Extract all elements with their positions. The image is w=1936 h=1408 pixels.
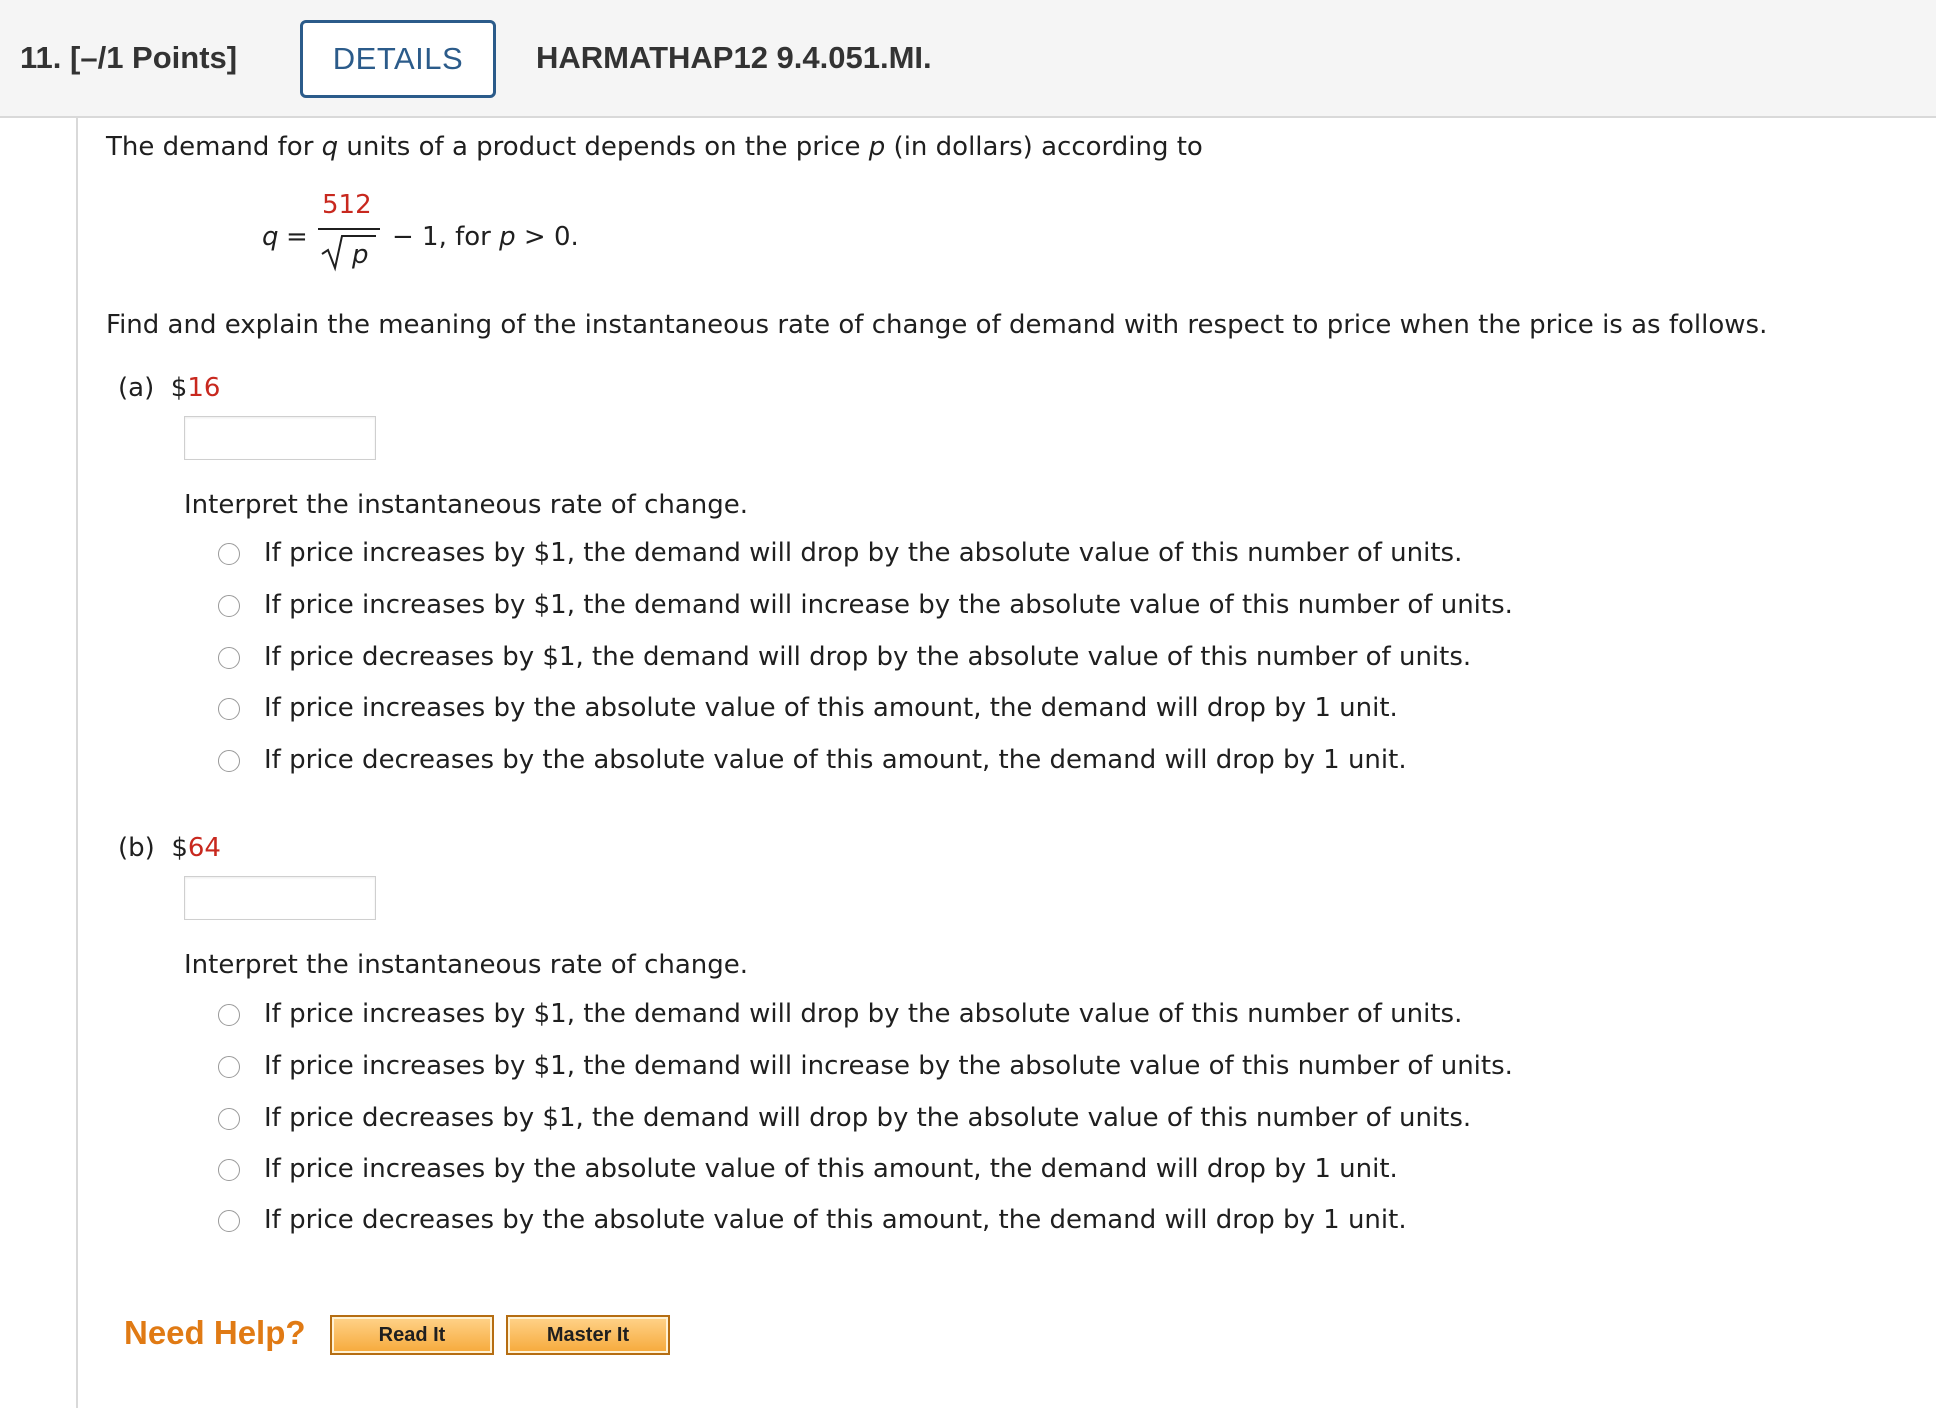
- part-a-option-5-label[interactable]: If price decreases by the absolute value of this amount, the demand will drop by 1 unit.: [264, 745, 1407, 775]
- part-b-option-3-radio[interactable]: [218, 1108, 240, 1130]
- part-a-option-1-label[interactable]: If price increases by $1, the demand will drop by the absolute value of this number of units.: [264, 538, 1463, 568]
- part-b-option-2-label[interactable]: If price increases by $1, the demand will increase by the absolute value of this number of units.: [264, 1051, 1513, 1081]
- intro-text-2: units of a product depends on the price: [338, 132, 869, 162]
- instruction-text: Find and explain the meaning of the instantaneous rate of change of demand with respect to price when the price is as follows.: [106, 310, 1768, 340]
- intro-var-q: q: [321, 132, 339, 162]
- question-number: 11.: [20, 40, 62, 75]
- part-b-interpret-label: Interpret the instantaneous rate of change.: [184, 950, 749, 980]
- part-b-option-4-label[interactable]: If price increases by the absolute value of this amount, the demand will drop by 1 unit.: [264, 1154, 1398, 1184]
- intro-text-3: (in dollars) according to: [885, 132, 1203, 162]
- problem-intro: [106, 132, 1203, 162]
- part-b-answer-input[interactable]: [184, 876, 376, 920]
- equation-radicand: p: [352, 240, 369, 270]
- part-b-letter: (b): [118, 833, 155, 863]
- part-a-option-5-radio[interactable]: [218, 750, 240, 772]
- intro-text-1: The demand for: [106, 132, 322, 162]
- question-code: HARMATHAP12 9.4.051.MI.: [536, 40, 932, 75]
- part-b-option-5-label[interactable]: If price decreases by the absolute value of this amount, the demand will drop by 1 unit.: [264, 1205, 1407, 1235]
- part-b-dollar: $: [171, 833, 188, 863]
- part-b-option-1-radio[interactable]: [218, 1004, 240, 1026]
- part-b-price: 64: [187, 833, 221, 863]
- equation-numerator: 512: [322, 190, 372, 220]
- part-b-option-2-radio[interactable]: [218, 1056, 240, 1078]
- equation-tail-text: − 1, for: [392, 222, 500, 252]
- part-a-option-3-label[interactable]: If price decreases by $1, the demand will drop by the absolute value of this number of units.: [264, 642, 1472, 672]
- question-number-points: [20, 40, 237, 76]
- square-root-icon: [320, 232, 380, 272]
- part-a-option-2-label[interactable]: If price increases by $1, the demand will increase by the absolute value of this number of units.: [264, 590, 1513, 620]
- question-points: [–/1 Points]: [70, 40, 238, 75]
- question-header: [0, 0, 1936, 118]
- part-a-interpret-label: Interpret the instantaneous rate of change.: [184, 490, 749, 520]
- part-a-label: [118, 373, 220, 403]
- read-it-button[interactable]: Read It: [330, 1315, 494, 1355]
- part-a-dollar: $: [170, 373, 188, 403]
- equation-tail: [392, 222, 579, 252]
- part-b-label: [118, 833, 221, 863]
- part-a-option-3-radio[interactable]: [218, 647, 240, 669]
- part-a-option-2-radio[interactable]: [218, 595, 240, 617]
- need-help-label: Need Help?: [124, 1314, 306, 1351]
- equation-cond-var: p: [499, 222, 516, 252]
- part-b-option-5-radio[interactable]: [218, 1210, 240, 1232]
- part-b-option-1-label[interactable]: If price increases by $1, the demand will drop by the absolute value of this number of units.: [264, 999, 1463, 1029]
- left-divider: [76, 118, 78, 1408]
- part-a-answer-input[interactable]: [184, 416, 376, 460]
- equation-equals: =: [286, 222, 308, 252]
- part-b-option-3-label[interactable]: If price decreases by $1, the demand will drop by the absolute value of this number of units.: [264, 1103, 1472, 1133]
- master-it-button[interactable]: Master It: [506, 1315, 670, 1355]
- part-a-option-1-radio[interactable]: [218, 543, 240, 565]
- intro-var-p: p: [868, 132, 886, 162]
- part-b-option-4-radio[interactable]: [218, 1159, 240, 1181]
- part-a-option-4-radio[interactable]: [218, 698, 240, 720]
- part-a-option-4-label[interactable]: If price increases by the absolute value of this amount, the demand will drop by 1 unit.: [264, 693, 1398, 723]
- part-a-letter: (a): [118, 373, 155, 403]
- details-button[interactable]: DETAILS: [300, 20, 496, 98]
- fraction-bar: [318, 228, 380, 230]
- part-a-price: 16: [187, 373, 221, 403]
- equation-lhs: q: [262, 222, 279, 252]
- equation-cond: > 0.: [515, 222, 579, 252]
